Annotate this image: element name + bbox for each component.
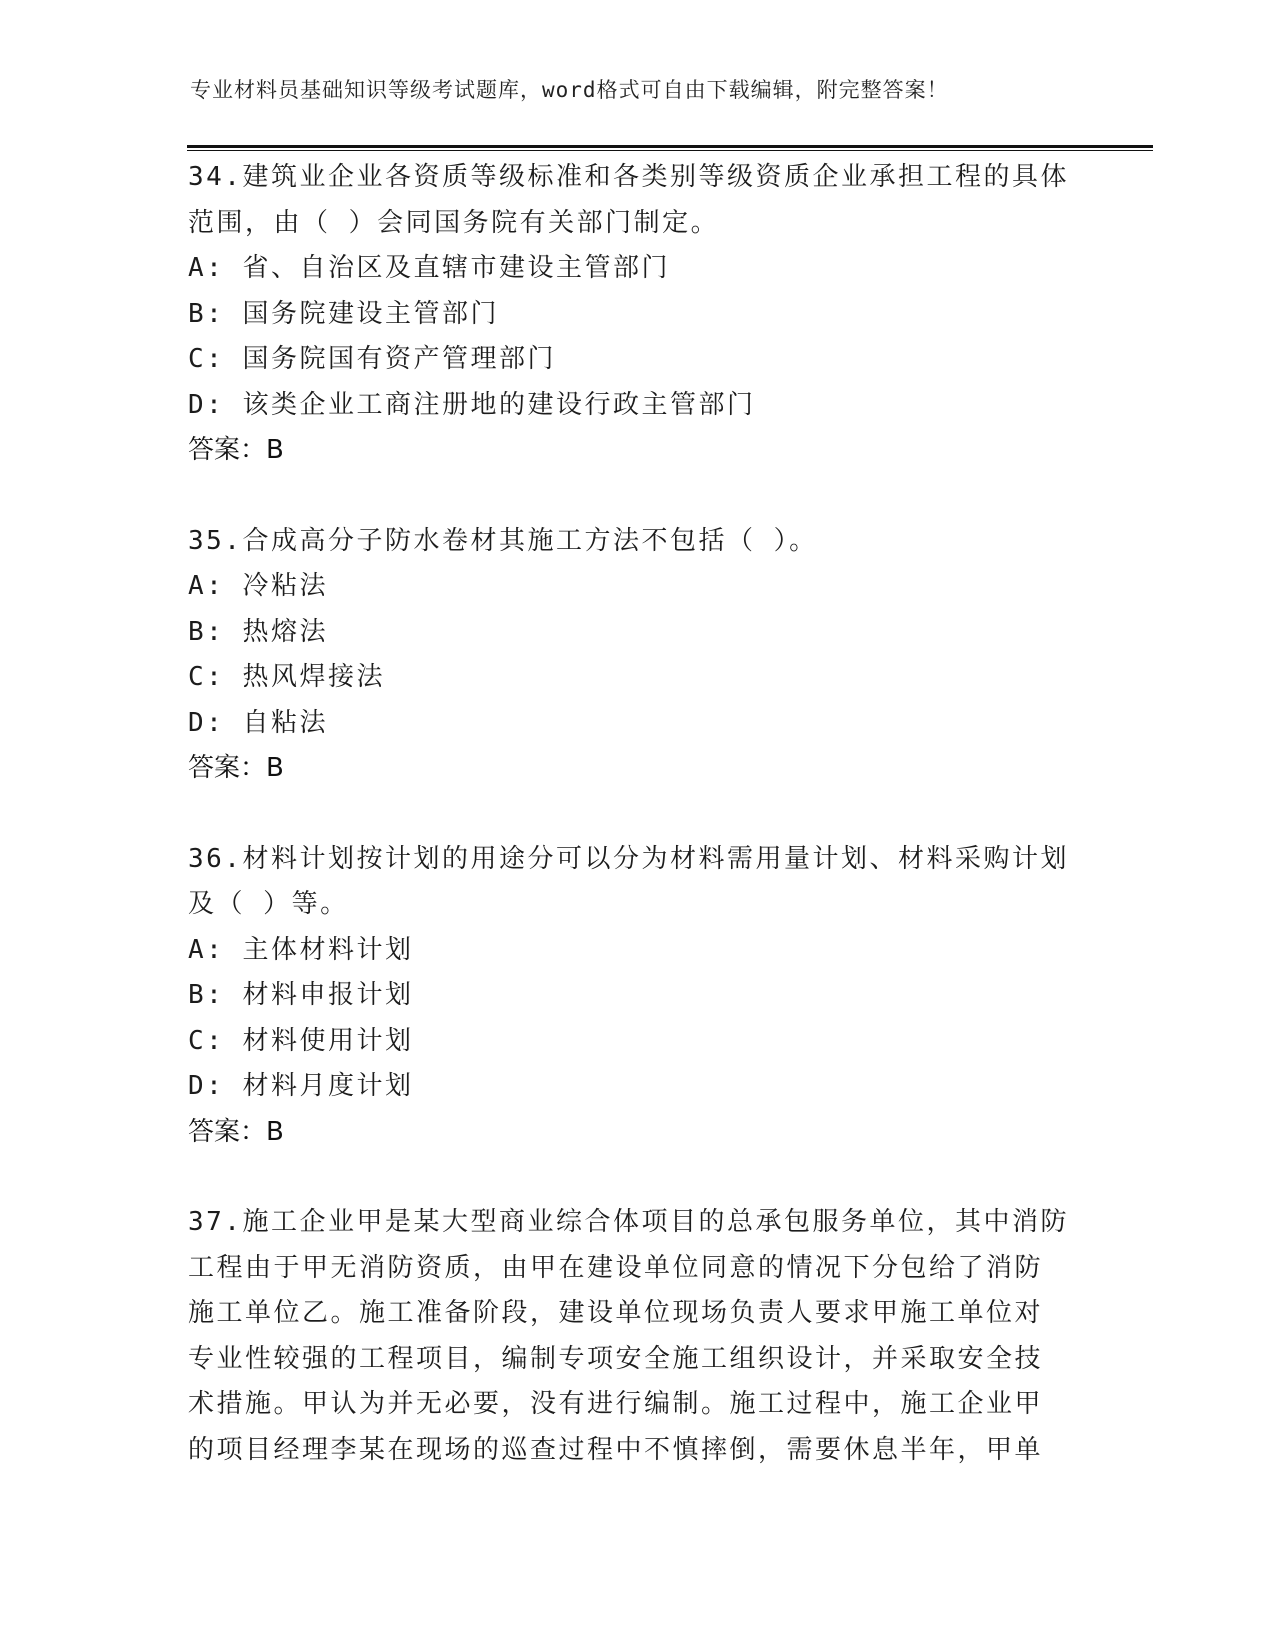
question-spacer xyxy=(188,1155,1088,1200)
answer: 答案：B xyxy=(188,753,284,783)
option-c: C: 材料使用计划 xyxy=(188,1025,414,1056)
option-b: B: 热熔法 xyxy=(188,616,328,647)
option-d: D: 材料月度计划 xyxy=(188,1071,414,1101)
question-spacer xyxy=(188,474,1088,519)
question-stem-line: 37.施工企业甲是某大型商业综合体项目的总承包服务单位，其中消防 xyxy=(188,1207,1069,1237)
option-b: B: 国务院建设主管部门 xyxy=(188,298,499,329)
option-a: A: 省、自治区及直辖市建设主管部门 xyxy=(188,253,670,283)
question-stem-line: 专业性较强的工程项目，编制专项安全施工组织设计，并采取安全技 xyxy=(188,1343,1044,1374)
option-c: C: 热风焊接法 xyxy=(188,662,385,692)
option-a: A: 主体材料计划 xyxy=(188,934,414,965)
option-b: B: 材料申报计划 xyxy=(188,980,414,1010)
option-d: D: 自粘法 xyxy=(188,707,328,738)
question-35 xyxy=(188,519,1088,792)
option-c: C: 国务院国有资产管理部门 xyxy=(188,344,556,374)
header-rule-thick xyxy=(187,145,1153,148)
answer: 答案：B xyxy=(188,435,284,465)
question-stem-line: 35.合成高分子防水卷材其施工方法不包括（ ）。 xyxy=(188,525,818,556)
question-stem-line: 的项目经理李某在现场的巡查过程中不慎摔倒，需要休息半年，甲单 xyxy=(188,1434,1044,1465)
question-list xyxy=(188,155,1088,1473)
question-stem-line: 范围，由（ ）会同国务院有关部门制定。 xyxy=(188,207,720,238)
question-spacer xyxy=(188,792,1088,837)
option-a: A: 冷粘法 xyxy=(188,571,328,601)
question-stem-line: 36.材料计划按计划的用途分可以分为材料需用量计划、材料采购计划 xyxy=(188,843,1069,874)
question-37 xyxy=(188,1200,1088,1473)
question-stem-line: 34.建筑业企业各资质等级标准和各类别等级资质企业承担工程的具体 xyxy=(188,162,1069,192)
header-rule-thin xyxy=(187,150,1153,151)
question-stem-line: 工程由于甲无消防资质，由甲在建设单位同意的情况下分包给了消防 xyxy=(188,1252,1044,1283)
answer: 答案：B xyxy=(188,1116,284,1147)
page-header: 专业材料员基础知识等级考试题库，word格式可自由下载编辑，附完整答案！ xyxy=(190,78,949,102)
question-34 xyxy=(188,155,1088,474)
question-stem-line: 施工单位乙。施工准备阶段，建设单位现场负责人要求甲施工单位对 xyxy=(188,1298,1044,1328)
question-stem-line: 术措施。甲认为并无必要，没有进行编制。施工过程中，施工企业甲 xyxy=(188,1389,1044,1419)
question-36 xyxy=(188,837,1088,1156)
question-stem-line: 及（ ）等。 xyxy=(188,889,349,919)
option-d: D: 该类企业工商注册地的建设行政主管部门 xyxy=(188,389,756,420)
